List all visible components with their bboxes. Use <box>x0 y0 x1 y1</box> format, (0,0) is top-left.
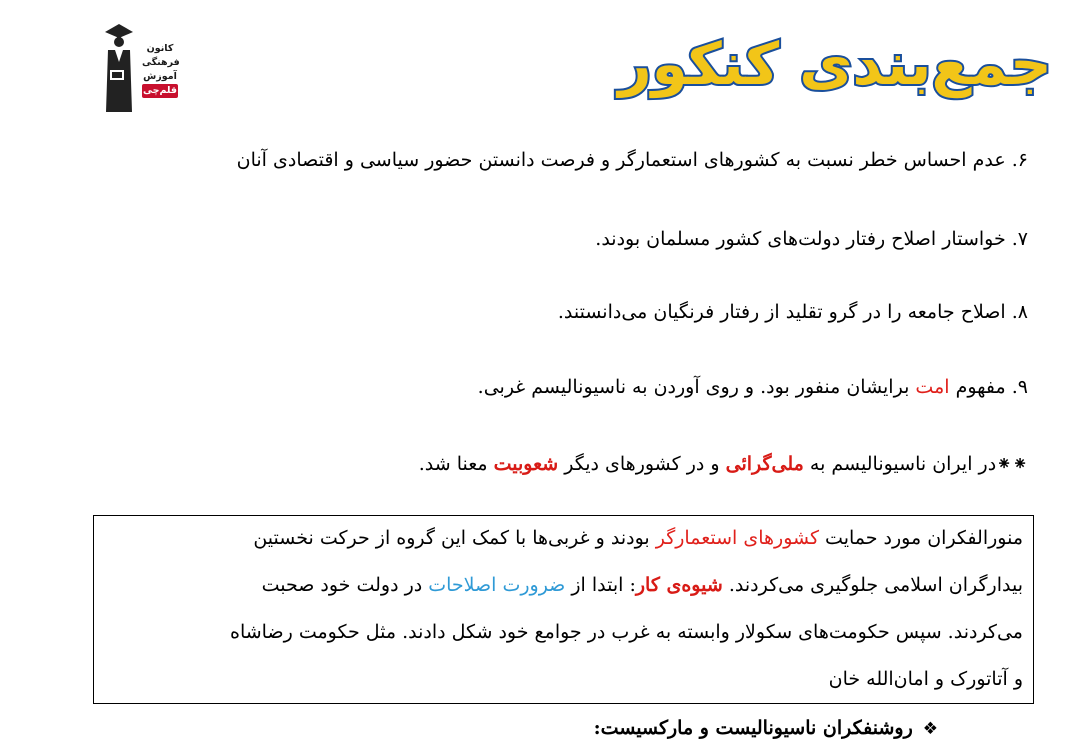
list-item-8 <box>558 298 1028 326</box>
box-l2-bold: شیوه‌ی کار <box>635 574 723 596</box>
box-line-1 <box>253 524 1023 552</box>
box-l1-a: منورالفکران مورد حمایت <box>819 527 1023 549</box>
section-heading <box>594 714 938 743</box>
logo-word: آموزش <box>143 71 177 82</box>
box-l1-highlight: کشورهای استعمارگر <box>655 527 819 549</box>
title-logo-text: جمع‌بندی کنکور <box>618 30 1052 98</box>
logo-word: فرهنگی <box>142 57 180 68</box>
kanoon-logo <box>98 14 178 116</box>
list-item-6 <box>237 146 1028 174</box>
section-heading-text: روشنفکران ناسیونالیست و مارکسیست: <box>593 717 913 739</box>
jambandi-konkur-logo <box>618 12 1052 112</box>
box-line-4 <box>829 665 1023 693</box>
diamond-bullet-icon: ❖ <box>922 719 938 739</box>
box-l2-c: در دولت خود صحبت <box>261 574 429 596</box>
note-line <box>419 450 1028 478</box>
item-9-prefix: ۹. مفهوم <box>949 376 1028 398</box>
note-star: ⁕⁕ <box>996 453 1028 475</box>
item-8-text: ۸. اصلاح جامعه را در گرو تقلید از رفتار فرنگیان می‌دانستند. <box>557 301 1028 323</box>
box-l2-a: بیدارگران اسلامی جلوگیری می‌کردند. <box>722 574 1023 596</box>
kanoon-logo-text <box>142 42 178 98</box>
title-logo-art <box>618 12 1052 112</box>
list-item-7 <box>595 225 1028 253</box>
box-l3: می‌کردند. سپس حکومت‌های سکولار وابسته به غرب در جوامع خود شکل دادند. مثل حکومت رضاشاه <box>230 621 1023 643</box>
note-part2: و در کشورهای دیگر <box>558 453 726 475</box>
item-9-suffix: برایشان منفور بود. و روی آوردن به ناسیونالیسم غربی. <box>477 376 916 398</box>
box-l2-b: : ابتدا از <box>565 574 636 596</box>
box-l2-blue: ضرورت اصلاحات <box>428 574 566 596</box>
summary-box <box>93 515 1034 704</box>
box-line-3 <box>230 618 1023 646</box>
item-9-highlight: امت <box>915 376 950 398</box>
logo-word: کانون <box>146 43 174 54</box>
box-l4: و آتاتورک و امان‌الله خان <box>828 668 1023 690</box>
item-6-text: ۶. عدم احساس خطر نسبت به کشورهای استعمارگر و فرصت دانستن حضور سیاسی و اقتصادی آنان <box>236 149 1028 171</box>
note-highlight-1: ملی‌گرائی <box>725 453 804 475</box>
graduate-figure-icon <box>102 18 136 112</box>
list-item-9 <box>478 373 1028 401</box>
box-line-2 <box>262 571 1023 599</box>
note-highlight-2: شعوبیت <box>493 453 559 475</box>
item-7-text: ۷. خواستار اصلاح رفتار دولت‌های کشور مسلمان بودند. <box>595 228 1028 250</box>
note-part1: در ایران ناسیونالیسم به <box>803 453 997 475</box>
logo-word: قلم‌چی <box>142 85 177 96</box>
note-part3: معنا شد. <box>418 453 494 475</box>
box-l1-b: بودند و غربی‌ها با کمک این گروه از حرکت نخستین <box>253 527 656 549</box>
